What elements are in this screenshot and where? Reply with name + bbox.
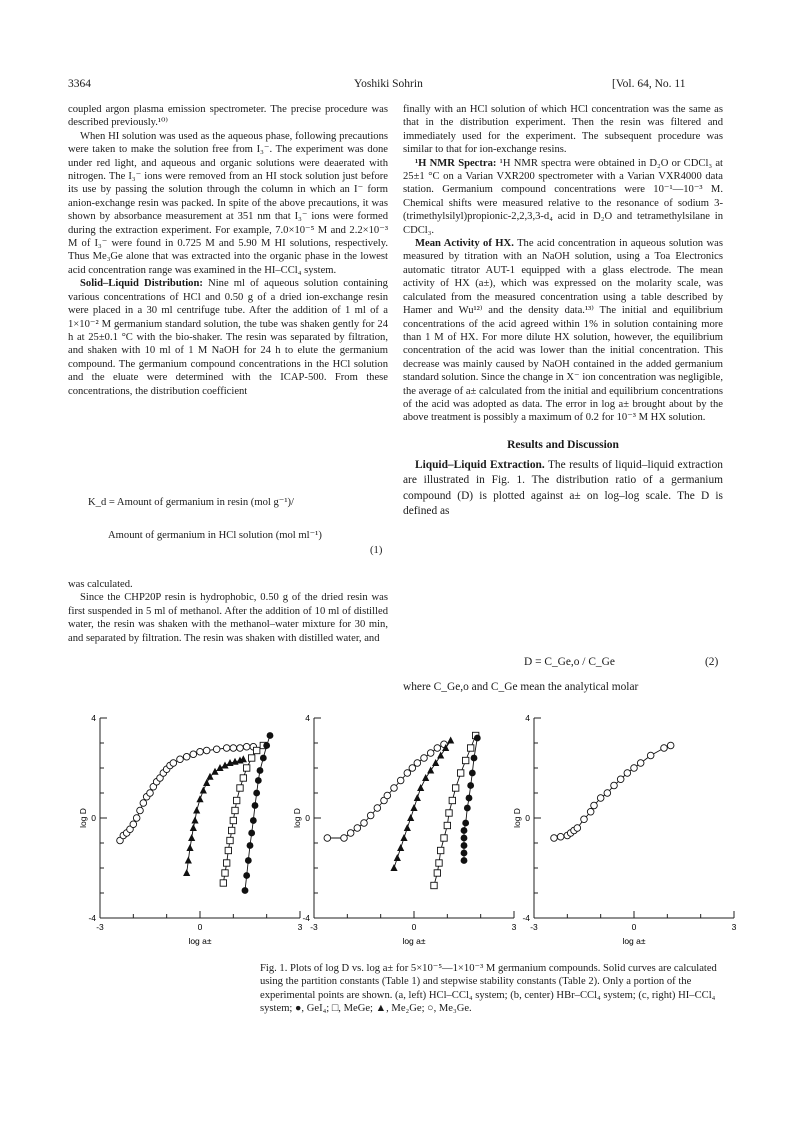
data-point-mege bbox=[248, 755, 254, 761]
data-point-me3ge bbox=[197, 748, 204, 755]
data-point-me3ge bbox=[611, 782, 618, 789]
figure-panel-a bbox=[78, 712, 303, 950]
data-point-me2ge bbox=[188, 834, 195, 841]
data-point-mege bbox=[240, 775, 246, 781]
data-point-mege bbox=[220, 880, 226, 886]
paragraph bbox=[403, 237, 723, 425]
data-point-me3ge bbox=[587, 808, 594, 815]
fit-curve-me3ge bbox=[120, 747, 253, 841]
data-point-mege bbox=[253, 747, 259, 753]
data-point-mege bbox=[467, 745, 473, 751]
y-tick-label: 0 bbox=[525, 813, 530, 823]
x-tick-label: 3 bbox=[297, 922, 303, 932]
data-point-gei4 bbox=[464, 805, 471, 812]
fit-curve-me3ge bbox=[554, 746, 671, 839]
x-tick-label: -3 bbox=[96, 922, 104, 932]
data-point-me3ge bbox=[557, 833, 564, 840]
paragraph-body: ¹H NMR spectra were obtained in D₂O or CDCl₃ at 25±1 °C on a Varian VXR200 spectrometer with a Varian VXR4000 data station. Germanium compound concentrations were 10⁻¹—10⁻³ M. Chemical shifts were measured relative to the resonance of sodium 3-(trimethylsilyl)propionic-2,2,3,3-d₄ acid in D₂O and tetramethylsilane in CDCl₃. bbox=[403, 157, 723, 236]
paragraph bbox=[68, 277, 388, 398]
data-point-me3ge bbox=[397, 777, 404, 784]
data-point-me3ge bbox=[361, 820, 368, 827]
data-point-gei4 bbox=[263, 742, 270, 749]
data-point-mege bbox=[441, 835, 447, 841]
data-point-me3ge bbox=[421, 755, 428, 762]
data-point-me3ge bbox=[617, 776, 624, 783]
data-point-gei4 bbox=[462, 820, 469, 827]
data-point-gei4 bbox=[242, 887, 249, 894]
right-column bbox=[403, 103, 723, 519]
x-axis-label: log a± bbox=[188, 936, 212, 946]
data-point-me2ge bbox=[394, 854, 401, 861]
page-number: 3364 bbox=[68, 78, 91, 90]
data-point-me3ge bbox=[409, 765, 416, 772]
paragraph-body: The acid concentration in aqueous solution was measured by titration with an NaOH solution, using a Toa Electronics automatic titrator AUT-1 equipped with a glass electrode. The mean activity of HX (a±), which was expressed on the molarity scale, was calculated from the measured concentration using a table described by Hamer and Wu¹²⁾ and the density data.¹³⁾ The initial and equilibrium concentrations of the acid agreed within 1% in solution containing more than 1 M of HX. For more dilute HX solution, however, the equilibrium concentration of the acid was lower than the initial concentration. This decrease was mainly caused by NaOH contained in the added germanium standard solution. Since the change in X⁻ ion concentration was negligible, the average of a± calculated from the initial and equilibrium concentrations of the acid was adopted as data. The error in log a± brought about by the above treatment is possibly a maximum of 0.2 for 10⁻³ M HX solution. bbox=[403, 238, 723, 424]
equation-1-number: (1) bbox=[370, 545, 383, 556]
y-tick-label: 4 bbox=[525, 713, 530, 723]
figure-panel-b bbox=[292, 712, 517, 950]
data-point-me2ge bbox=[196, 795, 203, 802]
data-point-me3ge bbox=[230, 745, 237, 752]
data-point-me2ge bbox=[191, 817, 198, 824]
data-point-me3ge bbox=[213, 746, 220, 753]
data-point-mege bbox=[233, 797, 239, 803]
x-tick-label: 0 bbox=[411, 922, 417, 932]
data-point-me2ge bbox=[414, 794, 421, 801]
data-point-gei4 bbox=[247, 842, 254, 849]
data-point-me2ge bbox=[404, 824, 411, 831]
data-point-me3ge bbox=[170, 760, 177, 767]
data-point-me2ge bbox=[397, 844, 404, 851]
data-point-me3ge bbox=[347, 830, 354, 837]
data-point-me3ge bbox=[391, 785, 398, 792]
y-tick-label: -4 bbox=[88, 913, 96, 923]
y-tick-label: -4 bbox=[302, 913, 310, 923]
data-point-gei4 bbox=[252, 802, 259, 809]
data-point-mege bbox=[437, 847, 443, 853]
plot-c-svg bbox=[512, 712, 737, 950]
data-point-me2ge bbox=[390, 864, 397, 871]
data-point-me3ge bbox=[341, 835, 348, 842]
data-point-me3ge bbox=[243, 743, 250, 750]
data-point-gei4 bbox=[461, 827, 468, 834]
data-point-me2ge bbox=[200, 787, 207, 794]
paragraph: finally with an HCl solution of which HCl concentration was the same as that in the distribution experiment. Then the resin was filtered and immediately used for the experiment. The subsequent procedure was similar to that for ion-exchange resins. bbox=[403, 104, 723, 156]
data-point-mege bbox=[444, 822, 450, 828]
paragraph-body: Nine ml of aqueous solution containing various concentrations of HCl and 0.50 g of a dried ion-exchange resin were placed in a 30 ml centrifuge tube. After the addition of 1 ml of a 1×10⁻² M germanium standard solution, the tube was shaken gently for 24 h at 25±0.1 °C with the bio-shaker. The resin was separated by filtration, and shaken with 10 ml of 1 M NaOH for 24 h to elute the germanium compound. The germanium compound concentrations in the HCl solution and the eluate were determined with the ICAP-500. From these concentrations, the distribution coefficient bbox=[68, 278, 388, 397]
data-point-me3ge bbox=[667, 742, 674, 749]
run-in-heading: Liquid–Liquid Extraction. bbox=[415, 459, 545, 472]
y-tick-label: -4 bbox=[522, 913, 530, 923]
data-point-me3ge bbox=[137, 807, 144, 814]
x-tick-label: -3 bbox=[310, 922, 318, 932]
data-point-mege bbox=[225, 847, 231, 853]
data-point-me2ge bbox=[211, 768, 218, 775]
equation-1-line-1: K_d = Amount of germanium in resin (mol g⁻¹)/ bbox=[88, 497, 294, 508]
equation-2-number: (2) bbox=[705, 656, 719, 668]
data-point-me3ge bbox=[354, 825, 361, 832]
paragraph: coupled argon plasma emission spectrometer. The precise procedure was described previously.¹⁰⁾ bbox=[68, 104, 388, 129]
data-point-gei4 bbox=[469, 770, 476, 777]
data-point-gei4 bbox=[474, 735, 481, 742]
data-point-mege bbox=[449, 797, 455, 803]
run-in-heading: Solid–Liquid Distribution: bbox=[80, 278, 203, 290]
equation-1-line-2: Amount of germanium in HCl solution (mol ml⁻¹) bbox=[108, 530, 322, 541]
run-in-heading: ¹H NMR Spectra: bbox=[415, 157, 497, 169]
data-point-me3ge bbox=[190, 751, 197, 758]
data-point-me3ge bbox=[404, 770, 411, 777]
data-point-me3ge bbox=[631, 765, 638, 772]
data-point-gei4 bbox=[471, 755, 478, 762]
data-point-me2ge bbox=[185, 857, 192, 864]
data-point-mege bbox=[457, 770, 463, 776]
data-point-gei4 bbox=[267, 732, 274, 739]
data-point-mege bbox=[434, 870, 440, 876]
data-point-mege bbox=[431, 882, 437, 888]
data-point-mege bbox=[227, 837, 233, 843]
data-point-gei4 bbox=[248, 830, 255, 837]
x-tick-label: 3 bbox=[731, 922, 737, 932]
y-tick-label: 4 bbox=[91, 713, 96, 723]
data-point-gei4 bbox=[260, 755, 267, 762]
y-tick-label: 4 bbox=[305, 713, 310, 723]
data-point-gei4 bbox=[250, 817, 257, 824]
x-axis-label: log a± bbox=[622, 936, 646, 946]
data-point-me3ge bbox=[183, 753, 190, 760]
fit-curve-me2ge bbox=[187, 759, 244, 873]
data-point-gei4 bbox=[461, 857, 468, 864]
data-point-mege bbox=[223, 860, 229, 866]
data-point-me2ge bbox=[447, 737, 454, 744]
data-point-me3ge bbox=[367, 812, 374, 819]
data-point-mege bbox=[230, 817, 236, 823]
data-point-mege bbox=[452, 785, 458, 791]
data-point-gei4 bbox=[243, 872, 250, 879]
data-point-gei4 bbox=[253, 790, 260, 797]
data-point-mege bbox=[446, 810, 452, 816]
data-point-me2ge bbox=[410, 804, 417, 811]
paragraph bbox=[403, 458, 723, 519]
data-point-gei4 bbox=[257, 767, 264, 774]
plot-a-svg bbox=[78, 712, 303, 950]
data-point-mege bbox=[237, 785, 243, 791]
data-point-mege bbox=[222, 870, 228, 876]
data-point-me3ge bbox=[177, 756, 184, 763]
data-point-me3ge bbox=[661, 745, 668, 752]
data-point-me3ge bbox=[427, 750, 434, 757]
data-point-gei4 bbox=[461, 850, 468, 857]
data-point-me3ge bbox=[133, 815, 140, 822]
data-point-me3ge bbox=[203, 747, 210, 754]
data-point-me2ge bbox=[400, 834, 407, 841]
data-point-me2ge bbox=[193, 807, 200, 814]
data-point-gei4 bbox=[255, 777, 262, 784]
x-tick-label: 0 bbox=[197, 922, 203, 932]
data-point-gei4 bbox=[461, 835, 468, 842]
data-point-me3ge bbox=[414, 760, 421, 767]
data-point-me3ge bbox=[604, 790, 611, 797]
paragraph: Since the CHP20P resin is hydrophobic, 0.50 g of the dried resin was first suspended in 5 ml of methanol. After the addition of 10 ml of distilled water, the resin was shaken with the methanol–water mixture for 30 min, and separated by filtration. The resin was shaken with distilled water, and bbox=[68, 592, 388, 644]
y-tick-label: 0 bbox=[305, 813, 310, 823]
data-point-mege bbox=[462, 757, 468, 763]
data-point-gei4 bbox=[245, 857, 252, 864]
equation-2: D = C_Ge,o / C_Ge bbox=[524, 656, 615, 668]
paragraph: where C_Ge,o and C_Ge mean the analytical molar bbox=[403, 681, 639, 693]
data-point-me3ge bbox=[591, 802, 598, 809]
data-point-me3ge bbox=[637, 760, 644, 767]
data-point-gei4 bbox=[466, 795, 473, 802]
data-point-me2ge bbox=[190, 824, 197, 831]
x-tick-label: -3 bbox=[530, 922, 538, 932]
data-point-me3ge bbox=[237, 745, 244, 752]
plot-b-svg bbox=[292, 712, 517, 950]
data-point-mege bbox=[232, 807, 238, 813]
paragraph: When HI solution was used as the aqueous phase, following precautions were taken to make the solution free from I₃⁻. The experiment was done under red light, and aqueous and organic solutions were deaerated with nitrogen. The I₃⁻ ions were removed from an HI stock solution just before its use by passing the solution through the column in which an I⁻ form anion-exchange resin was packed. In spite of the above precautions, it was shown by absorbance measurement at 351 nm that I₃⁻ ions were formed during the extraction experiment. For example, 7.0×10⁻⁵ M and 2.2×10⁻³ M of I₃⁻ were found in 0.725 M and 5.90 M HI solutions, respectively. Thus Me₃Ge alone that was extracted into the organic phase in the lowest acid concentration range was examined in the HI–CCl₄ system. bbox=[68, 130, 388, 276]
paragraph bbox=[403, 157, 723, 237]
data-point-me3ge bbox=[434, 745, 441, 752]
data-point-me2ge bbox=[183, 869, 190, 876]
data-point-me2ge bbox=[407, 814, 414, 821]
data-point-me3ge bbox=[223, 745, 230, 752]
data-point-me3ge bbox=[647, 752, 654, 759]
y-axis-label: log D bbox=[512, 808, 522, 828]
data-point-me3ge bbox=[374, 805, 381, 812]
data-point-gei4 bbox=[467, 782, 474, 789]
y-tick-label: 0 bbox=[91, 813, 96, 823]
data-point-me3ge bbox=[324, 835, 331, 842]
data-point-mege bbox=[243, 765, 249, 771]
data-point-me3ge bbox=[147, 790, 154, 797]
x-tick-label: 3 bbox=[511, 922, 517, 932]
data-point-me2ge bbox=[417, 784, 424, 791]
data-point-me3ge bbox=[624, 770, 631, 777]
data-point-me3ge bbox=[140, 800, 147, 807]
data-point-me3ge bbox=[597, 795, 604, 802]
run-in-heading: Mean Activity of HX. bbox=[415, 238, 514, 250]
section-heading: Results and Discussion bbox=[507, 438, 619, 451]
data-point-me3ge bbox=[551, 835, 558, 842]
data-point-gei4 bbox=[461, 842, 468, 849]
running-volume: [Vol. 64, No. 11 bbox=[612, 78, 686, 90]
paragraph-body: The results of liquid–liquid extraction are illustrated in Fig. 1. The distribution ratio of a germanium compound (D) is plotted against a± on log–log scale. The D is defined as bbox=[403, 459, 723, 517]
left-column bbox=[68, 103, 388, 398]
data-point-me3ge bbox=[384, 792, 391, 799]
data-point-me3ge bbox=[581, 816, 588, 823]
y-axis-label: log D bbox=[78, 808, 88, 828]
figure-caption: Fig. 1. Plots of log D vs. log a± for 5×10⁻⁵—1×10⁻³ M germanium compounds. Solid curves are calculated using the partition constants (Table 1) and stepwise stability constants (Table 2). Only a portion of the experimental points are shown. (a, left) HCl–CCl₄ system; (b, center) HBr–CCl₄ system; (c, right) HI–CCl₄ system; ●, GeI₄; □, MeGe; ▲, Me₂Ge; ○, Me₃Ge. bbox=[260, 963, 717, 1015]
data-point-me3ge bbox=[574, 825, 581, 832]
data-point-mege bbox=[436, 860, 442, 866]
data-point-mege bbox=[228, 827, 234, 833]
left-column-lower bbox=[68, 578, 388, 645]
x-tick-label: 0 bbox=[631, 922, 637, 932]
data-point-me2ge bbox=[186, 844, 193, 851]
running-author: Yoshiki Sohrin bbox=[354, 78, 423, 90]
paragraph: was calculated. bbox=[68, 579, 133, 590]
y-axis-label: log D bbox=[292, 808, 302, 828]
data-point-me3ge bbox=[130, 821, 137, 828]
data-point-me2ge bbox=[203, 779, 210, 786]
x-axis-label: log a± bbox=[402, 936, 426, 946]
figure-panel-c bbox=[512, 712, 737, 950]
